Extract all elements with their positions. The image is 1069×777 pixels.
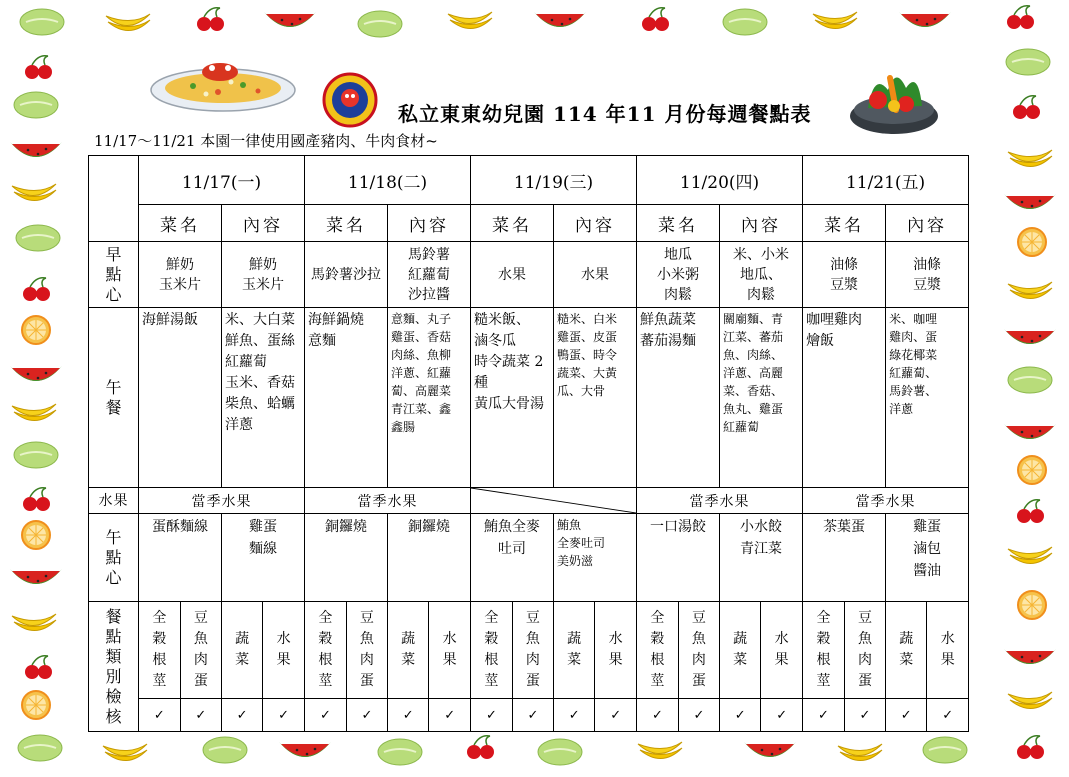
check-category-group: [305, 602, 471, 699]
checkmark-cell: ✓: [444, 707, 456, 723]
check-category: 全 穀 根 莖: [305, 602, 346, 698]
afternoon-dish: 茶葉蛋: [803, 514, 886, 602]
afternoon-content: 鮪魚 全麥吐司 美奶滋: [554, 514, 637, 602]
breakfast-content: 油條 豆漿: [886, 242, 969, 308]
checkmark-cell: ✓: [610, 707, 622, 723]
checkmark-cell: ✓: [222, 699, 263, 731]
check-category-group: [139, 602, 305, 699]
fried-rice-plate-illustration: [148, 58, 298, 113]
check-category: 水 果: [608, 631, 623, 668]
fruit-row-header: 水果: [89, 488, 139, 514]
checkmark-group: [305, 699, 471, 732]
check-category: 蔬 菜: [222, 602, 263, 698]
dish-column-header: 菜名: [139, 205, 222, 242]
check-category: 水 果: [442, 631, 457, 668]
school-logo: [322, 72, 378, 128]
lunch-row-header: 午 餐: [89, 308, 139, 488]
checkmark-cell: ✓: [637, 699, 678, 731]
checkmark-group: [139, 699, 305, 732]
checkmark-cell: ✓: [678, 699, 719, 731]
breakfast-dish: 地瓜 小米粥 肉鬆: [637, 242, 720, 308]
checkmark-cell: ✓: [844, 699, 885, 731]
fruit-cell: 當季水果: [305, 488, 471, 514]
checkmark-group: [803, 699, 969, 732]
check-category: 豆 魚 肉 蛋: [678, 602, 719, 698]
lunch-dish: 海鮮湯飯: [139, 308, 222, 488]
fruit-cell: 當季水果: [637, 488, 803, 514]
check-category: 全 穀 根 莖: [637, 602, 678, 698]
check-category: 豆 魚 肉 蛋: [512, 602, 553, 698]
dish-column-header: 菜名: [471, 205, 554, 242]
content-column-header: 內容: [388, 205, 471, 242]
afternoon-dish: 鮪魚全麥 吐司: [471, 514, 554, 602]
check-category: 蔬 菜: [554, 602, 595, 698]
checkmark-cell: ✓: [180, 699, 221, 731]
checkmark-group: [637, 699, 803, 732]
afternoon-content: 雞蛋 滷包 醬油: [886, 514, 969, 602]
lunch-content: 意麵、丸子 雞蛋、香菇 肉絲、魚柳 洋蔥、紅蘿 蔔、高麗菜 青江菜、鑫 鑫腸: [388, 308, 471, 488]
dish-column-header: 菜名: [305, 205, 388, 242]
checkmark-cell: ✓: [388, 699, 429, 731]
checkmark-cell: ✓: [720, 699, 761, 731]
content-column-header: 內容: [720, 205, 803, 242]
fruit-cell: 當季水果: [803, 488, 969, 514]
day-header: 11/17(一): [139, 156, 305, 205]
check-category: 豆 魚 肉 蛋: [844, 602, 885, 698]
check-category: 豆 魚 肉 蛋: [180, 602, 221, 698]
checkmark-cell: ✓: [803, 699, 844, 731]
afternoon-content: 雞蛋 麵線: [222, 514, 305, 602]
content-column-header: 內容: [886, 205, 969, 242]
day-header: 11/18(二): [305, 156, 471, 205]
check-category: 全 穀 根 莖: [139, 602, 180, 698]
lunch-content: 關廟麵、青 江菜、蕃茄 魚、肉絲、 洋蔥、高麗 菜、香菇、 魚丸、雞蛋 紅蘿蔔: [720, 308, 803, 488]
check-category: 水 果: [940, 631, 955, 668]
breakfast-content: 馬鈴薯 紅蘿蔔 沙拉醬: [388, 242, 471, 308]
diagonal-line: [471, 488, 636, 513]
check-category: 水 果: [276, 631, 291, 668]
dish-column-header: 菜名: [637, 205, 720, 242]
afternoon-content: 小水餃 青江菜: [720, 514, 803, 602]
check-category-group: [471, 602, 637, 699]
lunch-content: 米、咖哩 雞肉、蛋 綠花椰菜 紅蘿蔔、 馬鈴薯、 洋蔥: [886, 308, 969, 488]
afternoon-content: 銅鑼燒: [388, 514, 471, 602]
check-category: 水 果: [774, 631, 789, 668]
check-category: 蔬 菜: [886, 602, 927, 698]
afternoon-row-header: 午 點 心: [89, 514, 139, 602]
lunch-dish: 咖哩雞肉 燴飯: [803, 308, 886, 488]
vegetable-bowl-illustration: [848, 60, 940, 138]
checkmark-cell: ✓: [346, 699, 387, 731]
day-header: 11/20(四): [637, 156, 803, 205]
check-category: 蔬 菜: [388, 602, 429, 698]
breakfast-dish: 油條 豆漿: [803, 242, 886, 308]
checkmark-cell: ✓: [305, 699, 346, 731]
breakfast-dish: 鮮奶 玉米片: [139, 242, 222, 308]
day-header: 11/19(三): [471, 156, 637, 205]
weekly-menu-table: [88, 155, 969, 732]
day-header: 11/21(五): [803, 156, 969, 205]
checkmark-cell: ✓: [886, 699, 927, 731]
afternoon-dish: 銅鑼燒: [305, 514, 388, 602]
content-column-header: 內容: [222, 205, 305, 242]
breakfast-dish: 水果: [471, 242, 554, 308]
checkmark-cell: ✓: [278, 707, 290, 723]
check-category-group: [637, 602, 803, 699]
meat-origin-note: 11/17～11/21 本園一律使用國產豬肉、牛肉食材~: [94, 132, 438, 150]
breakfast-content: 水果: [554, 242, 637, 308]
checkmark-cell: ✓: [554, 699, 595, 731]
corner-cell: [89, 156, 139, 242]
check-category-group: [803, 602, 969, 699]
checkmark-group: [471, 699, 637, 732]
page-title: 私立東東幼兒園 114 年11 月份每週餐點表: [398, 102, 812, 126]
dish-column-header: 菜名: [803, 205, 886, 242]
lunch-content: 糙米、白米 雞蛋、皮蛋 鴨蛋、時令 蔬菜、大黃 瓜、大骨: [554, 308, 637, 488]
content-column-header: 內容: [554, 205, 637, 242]
lunch-dish: 糙米飯、 滷冬瓜 時令蔬菜 2 種 黃瓜大骨湯: [471, 308, 554, 488]
lunch-content: 米、大白菜 鮮魚、蛋絲 紅蘿蔔 玉米、香菇 柴魚、蛤蠣 洋蔥: [222, 308, 305, 488]
checkmark-cell: ✓: [471, 699, 512, 731]
fruit-cell: 當季水果: [139, 488, 305, 514]
afternoon-dish: 一口湯餃: [637, 514, 720, 602]
breakfast-dish: 馬鈴薯沙拉: [305, 242, 388, 308]
checkmark-cell: ✓: [512, 699, 553, 731]
breakfast-content: 米、小米 地瓜、 肉鬆: [720, 242, 803, 308]
check-category: 蔬 菜: [720, 602, 761, 698]
breakfast-content: 鮮奶 玉米片: [222, 242, 305, 308]
fruit-empty-diagonal: [471, 488, 637, 514]
checkmark-cell: ✓: [139, 699, 180, 731]
check-category: 豆 魚 肉 蛋: [346, 602, 387, 698]
checkmark-cell: ✓: [776, 707, 788, 723]
check-category: 全 穀 根 莖: [803, 602, 844, 698]
checkmark-cell: ✓: [942, 707, 954, 723]
breakfast-row-header: 早 點 心: [89, 242, 139, 308]
lunch-dish: 海鮮鍋燒 意麵: [305, 308, 388, 488]
lunch-dish: 鮮魚蔬菜 蕃茄湯麵: [637, 308, 720, 488]
check-row-header: 餐 點 類 別 檢 核: [89, 602, 139, 732]
afternoon-dish: 蛋酥麵線: [139, 514, 222, 602]
check-category: 全 穀 根 莖: [471, 602, 512, 698]
